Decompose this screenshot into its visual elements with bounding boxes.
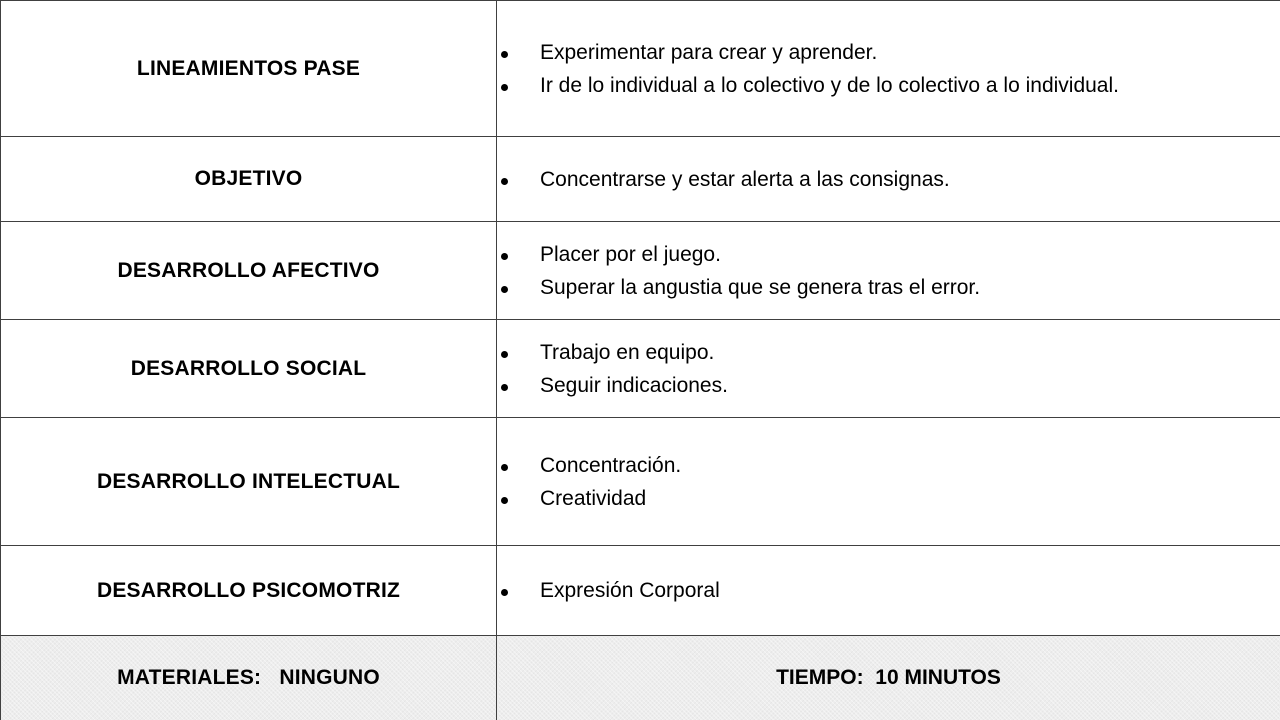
row-label: OBJETIVO xyxy=(1,137,497,222)
list-item-text: Superar la angustia que se genera tras el error. xyxy=(540,275,981,299)
row-label: DESARROLLO SOCIAL xyxy=(1,320,497,418)
row-label: DESARROLLO AFECTIVO xyxy=(1,222,497,320)
table-row-footer xyxy=(1,636,1280,720)
bullet-list xyxy=(497,163,1280,196)
row-content xyxy=(497,320,1280,418)
bullet-dot-icon xyxy=(501,589,508,596)
list-item-text: Expresión Corporal xyxy=(540,579,720,602)
list-item-text: Experimentar para crear y aprender. xyxy=(540,40,878,64)
materials-text: MATERIALES: NINGUNO xyxy=(117,666,380,689)
row-label: DESARROLLO PSICOMOTRIZ xyxy=(1,546,497,636)
bullet-list xyxy=(497,238,1280,304)
bullet-dot-icon xyxy=(501,464,508,471)
bullet-list xyxy=(497,36,1280,102)
time-cell xyxy=(497,636,1280,720)
row-content xyxy=(497,137,1280,222)
list-item xyxy=(497,482,1280,515)
list-item xyxy=(497,69,1280,102)
row-content xyxy=(497,418,1280,546)
bullet-dot-icon xyxy=(501,351,508,358)
list-item xyxy=(497,238,1280,271)
list-item xyxy=(497,271,1280,304)
list-item-text: Ir de lo individual a lo colectivo y de lo colectivo a lo individual. xyxy=(540,73,1119,97)
list-item-text: Seguir indicaciones. xyxy=(540,373,728,397)
bullet-dot-icon xyxy=(501,497,508,504)
bullet-dot-icon xyxy=(501,51,508,58)
list-item-text: Concentrarse y estar alerta a las consignas. xyxy=(540,167,950,191)
table-row-afectivo xyxy=(1,222,1280,320)
bullet-dot-icon xyxy=(501,286,508,293)
list-item xyxy=(497,449,1280,482)
row-content xyxy=(497,222,1280,320)
bullet-list xyxy=(497,574,1280,607)
bullet-dot-icon xyxy=(501,178,508,185)
table-row-intelectual xyxy=(1,418,1280,546)
list-item-text: Creatividad xyxy=(540,486,647,510)
bullet-list xyxy=(497,336,1280,402)
row-label: LINEAMIENTOS PASE xyxy=(1,1,497,137)
table-row-psicomotriz xyxy=(1,546,1280,636)
list-item-text: Trabajo en equipo. xyxy=(540,340,715,364)
list-item xyxy=(497,36,1280,69)
bullet-dot-icon xyxy=(501,84,508,91)
bullet-dot-icon xyxy=(501,384,508,391)
list-item-text: Placer por el juego. xyxy=(540,242,721,266)
list-item xyxy=(497,369,1280,402)
table-row-lineamientos xyxy=(1,1,1280,137)
materials-cell xyxy=(1,636,497,720)
bullet-list xyxy=(497,449,1280,515)
list-item xyxy=(497,574,1280,607)
time-text: TIEMPO: 10 MINUTOS xyxy=(776,666,1001,689)
row-content xyxy=(497,546,1280,636)
bullet-dot-icon xyxy=(501,253,508,260)
row-content xyxy=(497,1,1280,137)
table-row-social xyxy=(1,320,1280,418)
list-item-text: Concentración. xyxy=(540,453,682,477)
row-label: DESARROLLO INTELECTUAL xyxy=(1,418,497,546)
list-item xyxy=(497,336,1280,369)
table-row-objetivo xyxy=(1,137,1280,222)
list-item xyxy=(497,163,1280,196)
